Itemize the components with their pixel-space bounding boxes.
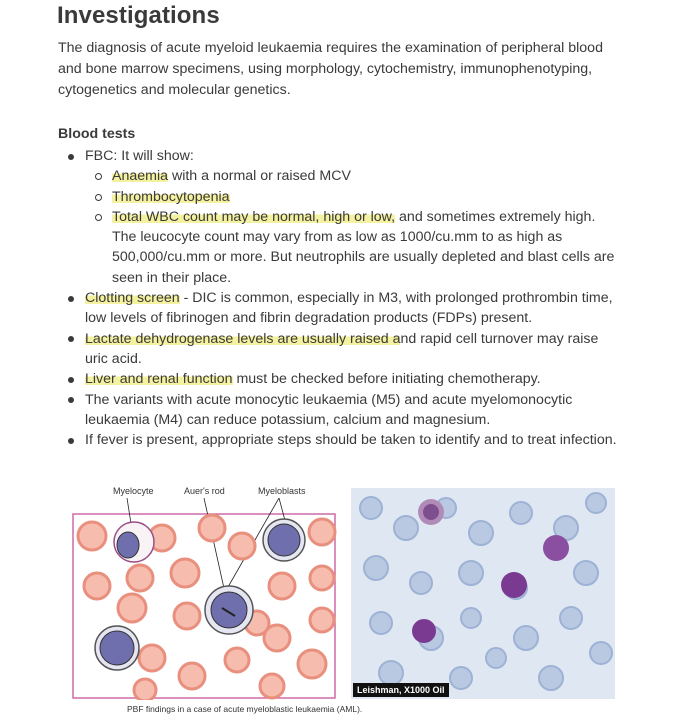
myeloblasts-label: Myeloblasts xyxy=(258,486,306,496)
highlighted-text: Clotting screen xyxy=(85,290,180,307)
item-text: If fever is present, appropriate steps should be taken to identify and to treat infection. xyxy=(85,432,617,449)
highlighted-text: Thrombocytopenia xyxy=(112,188,230,205)
list-item xyxy=(85,166,618,186)
blood-tests-list xyxy=(58,146,618,450)
intro-paragraph: The diagnosis of acute myeloid leukaemia requires the examination of peripheral blood and bone marrow specimens, using morphology, cytochemistry, immunophenotyping, cytogenetics and molecular genetics. xyxy=(58,40,603,98)
highlighted-text: Liver and renal function xyxy=(85,371,233,388)
blood-smear-illustration xyxy=(72,498,338,700)
item-text: nd rapid cell turnover may raise uric acid. xyxy=(85,330,599,367)
list-item xyxy=(58,390,618,431)
list-item xyxy=(58,430,618,450)
blood-tests-heading: Blood tests xyxy=(58,126,136,142)
list-item xyxy=(58,288,618,329)
item-text: and sometimes extremely high. The leucocyte count may vary from as low as 1000/cu.mm to as high as 500,000/cu.mm or more. But neutrophils are usually depleted and blast cells are seen in their place. xyxy=(112,208,615,286)
list-item-fbc xyxy=(58,146,618,288)
page-title: Investigations xyxy=(57,2,220,29)
auers-rod-label: Auer's rod xyxy=(184,486,225,496)
highlighted-text: Lactate dehydrogenase levels are usually raised a xyxy=(85,330,401,347)
item-text: must be checked before initiating chemotherapy. xyxy=(232,371,541,388)
leishman-stain-photo xyxy=(351,488,615,699)
fbc-sublist xyxy=(85,166,618,288)
list-item xyxy=(85,207,618,288)
item-text: - DIC is common, especially in M3, with prolonged prothrombin time, low levels of fibrinogen and fibrin degradation products (FDPs) present. xyxy=(85,290,613,327)
figure-caption: PBF findings in a case of acute myeloblastic leukaemia (AML). xyxy=(127,704,363,714)
list-item xyxy=(58,369,618,389)
highlighted-text: Total WBC count may be normal, high or low, xyxy=(112,208,396,225)
list-item xyxy=(58,329,618,370)
item-text: The variants with acute monocytic leukaemia (M5) and acute myelomonocytic leukaemia (M4) can reduce potassium, calcium and magnesium. xyxy=(85,391,573,428)
list-item xyxy=(85,187,618,207)
myelocyte-label: Myelocyte xyxy=(113,486,154,496)
fbc-label: FBC: It will show: xyxy=(85,148,194,164)
highlighted-text: Anaemia xyxy=(112,168,168,185)
item-text: with a normal or raised MCV xyxy=(168,168,351,185)
stain-tag: Leishman, X1000 Oil xyxy=(353,683,449,697)
